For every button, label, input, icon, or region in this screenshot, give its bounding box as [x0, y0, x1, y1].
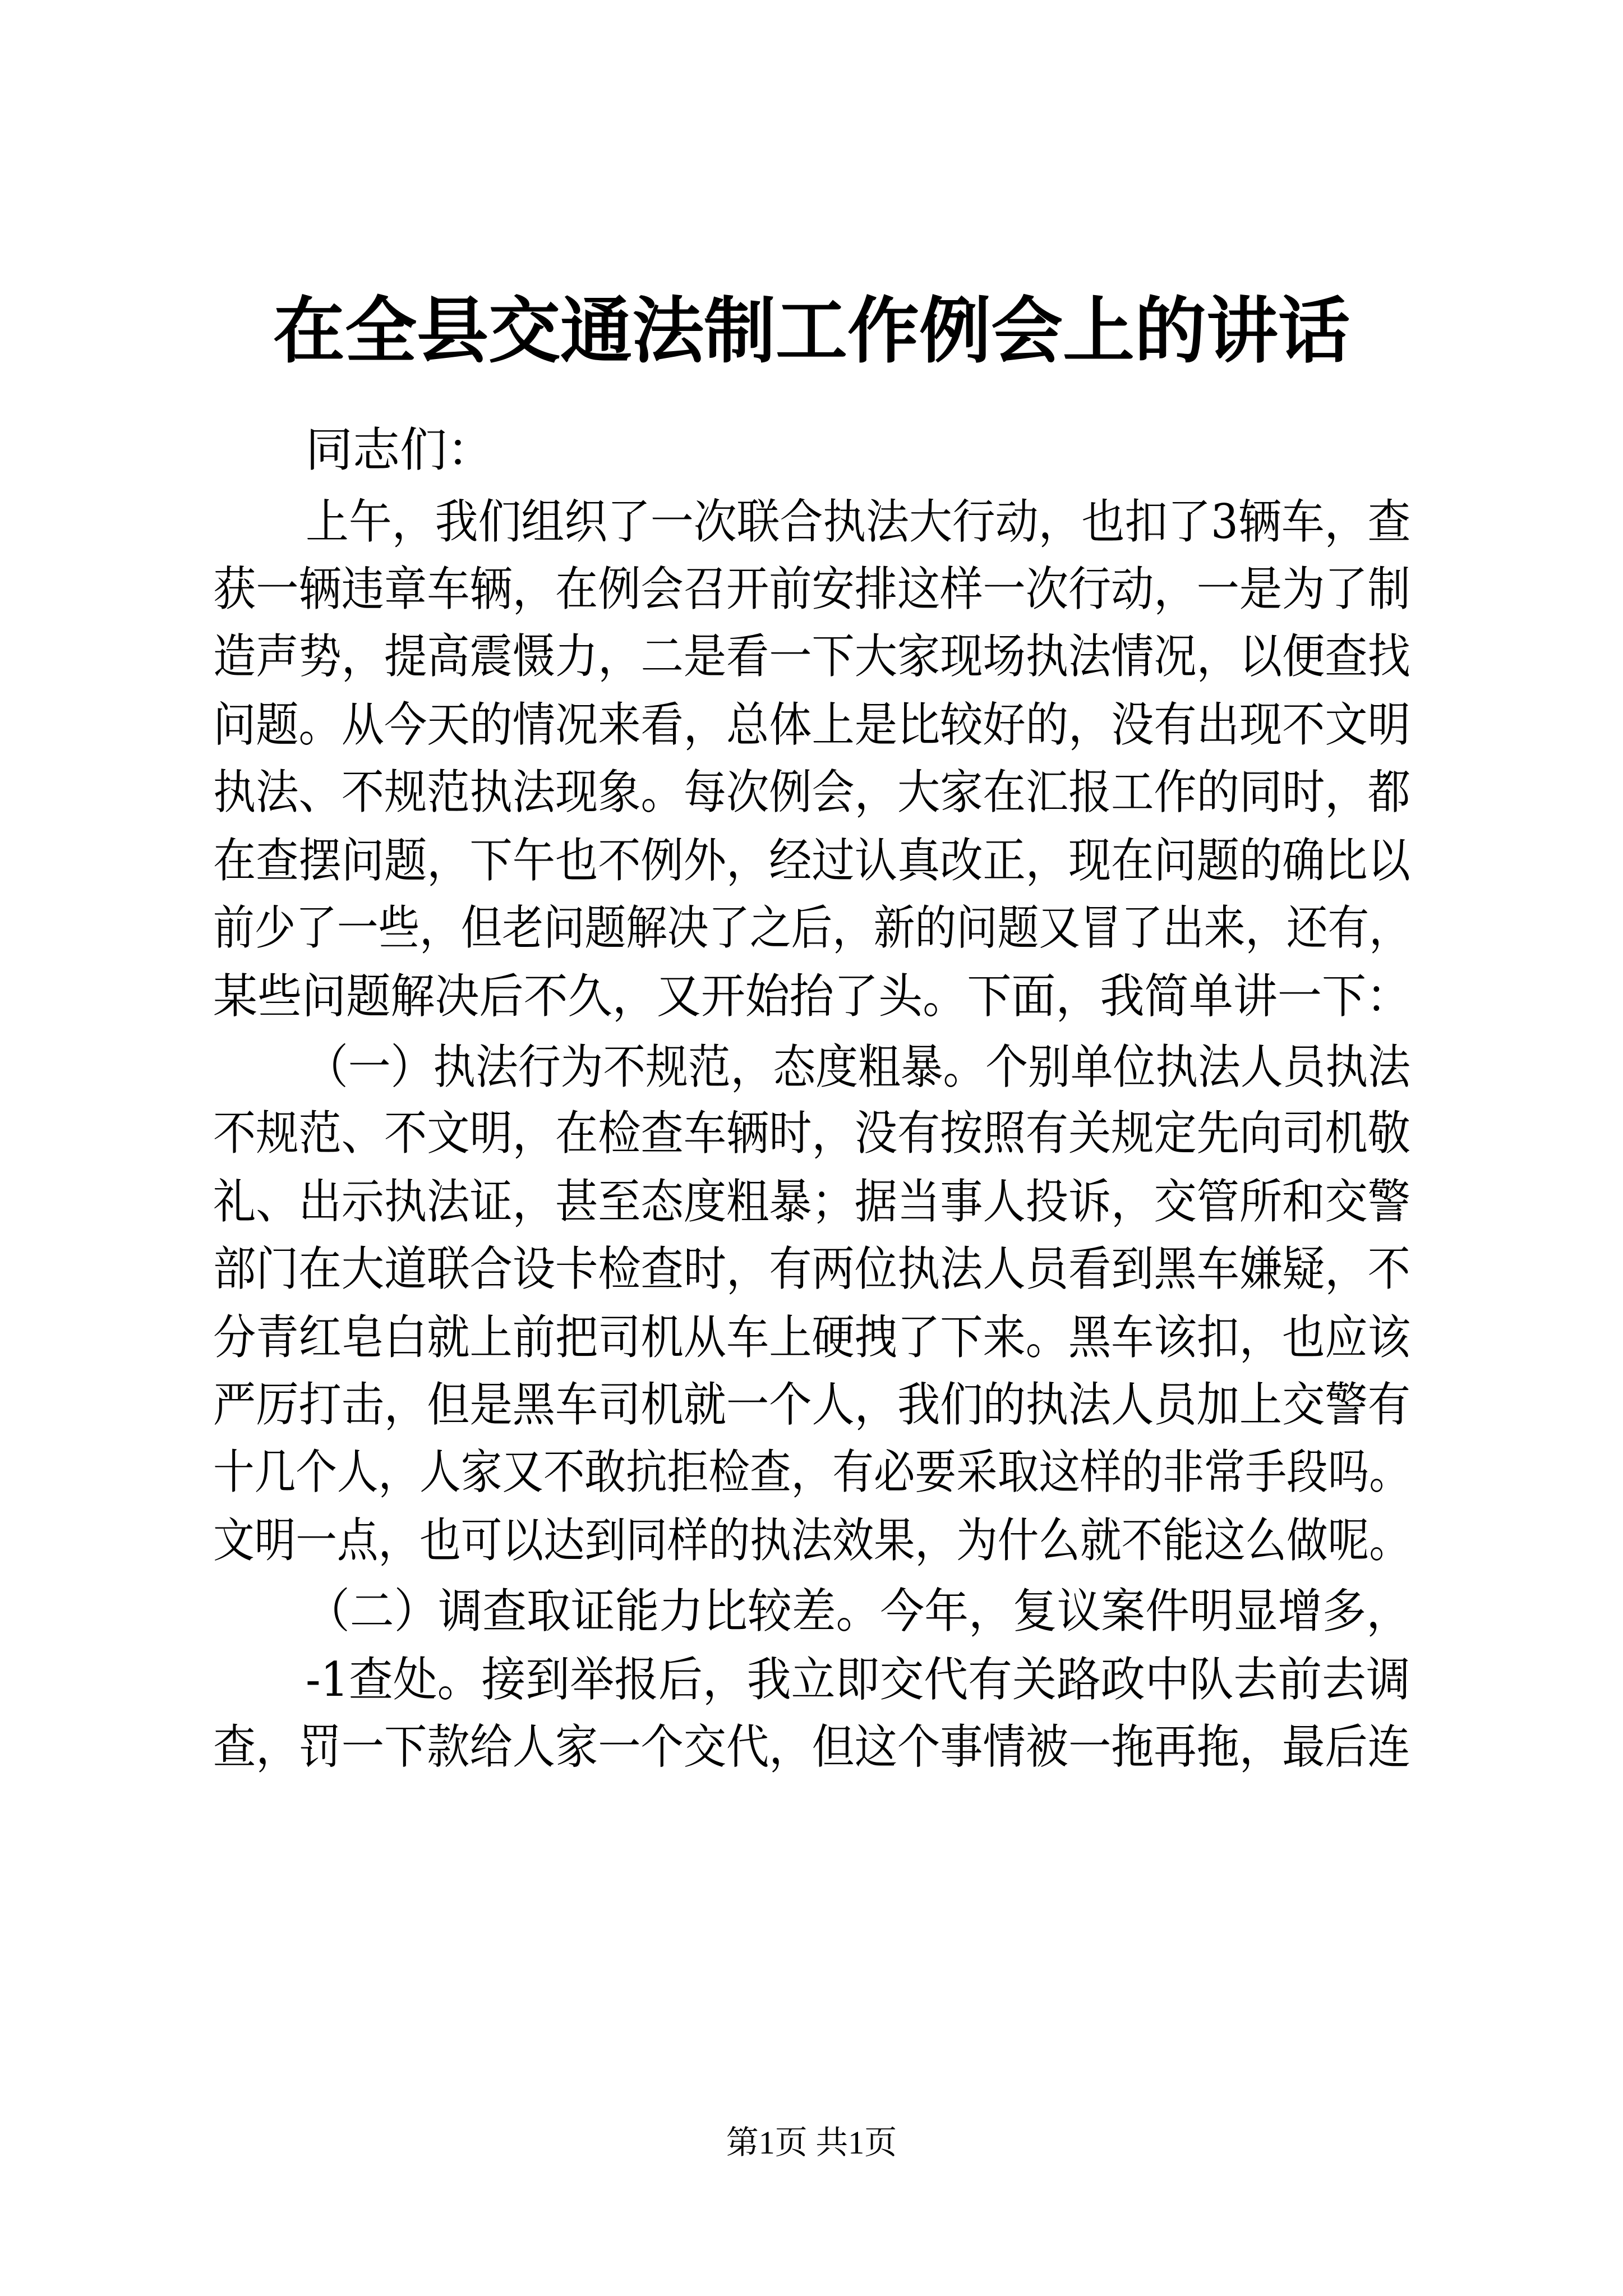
body-line-7: 前少了一些，但老问题解决了之后，新的问题又冒了出来，还有，: [213, 900, 1410, 955]
body-line-8: 某些问题解决后不久，又开始抬了头。下面，我简单讲一下：: [213, 969, 1411, 1024]
body-line-3: 造声势，提高震慑力，二是看一下大家现场执法情况，以便查找: [213, 629, 1410, 684]
body-line-4: 问题。从今天的情况来看，总体上是比较好的，没有出现不文明: [213, 697, 1410, 752]
body-line-19: 查，罚一下款给人家一个交代，但这个事情被一拖再拖，最后连: [213, 1719, 1410, 1774]
body-line-15: 十几个人，人家又不敢抗拒检查，有必要采取这样的非常手段吗。: [213, 1444, 1410, 1499]
body-line-2: 获一辆违章车辆，在例会召开前安排这样一次行动，一是为了制: [213, 562, 1410, 616]
body-line-12: 部门在大道联合设卡检查时，有两位执法人员看到黑车嫌疑，不: [213, 1241, 1410, 1296]
body-line-6: 在查摆问题，下午也不例外，经过认真改正，现在问题的确比以: [213, 833, 1410, 888]
section-2-heading-line: （二）调查取证能力比较差。今年，复议案件明显增多，: [306, 1584, 1411, 1639]
body-line-13: 分青红皂白就上前把司机从车上硬拽了下来。黑车该扣，也应该: [213, 1310, 1410, 1365]
body-line-10: 不规范、不文明，在检查车辆时，没有按照有关规定先向司机敬: [213, 1106, 1410, 1161]
page-footer: 第1页 共1页: [726, 2124, 897, 2161]
body-line-1: 上午，我们组织了一次联合执法大行动，也扣了3辆车，查: [306, 494, 1411, 549]
body-line-5: 执法、不规范执法现象。每次例会，大家在汇报工作的同时，都: [213, 765, 1410, 820]
body-line-14: 严厉打击，但是黑车司机就一个人，我们的执法人员加上交警有: [213, 1377, 1410, 1432]
document-title: 在全县交通法制工作例会上的讲话: [273, 289, 1350, 373]
salutation: 同志们：: [306, 422, 495, 477]
body-line-11: 礼、出示执法证，甚至态度粗暴；据当事人投诉，交管所和交警: [213, 1174, 1410, 1229]
section-1-heading-line: （一）执法行为不规范，态度粗暴。个别单位执法人员执法: [306, 1039, 1410, 1094]
body-line-16: 文明一点，也可以达到同样的执法效果，为什么就不能这么做呢。: [213, 1513, 1410, 1568]
body-line-18: -1查处。接到举报后，我立即交代有关路政中队去前去调: [306, 1652, 1410, 1707]
